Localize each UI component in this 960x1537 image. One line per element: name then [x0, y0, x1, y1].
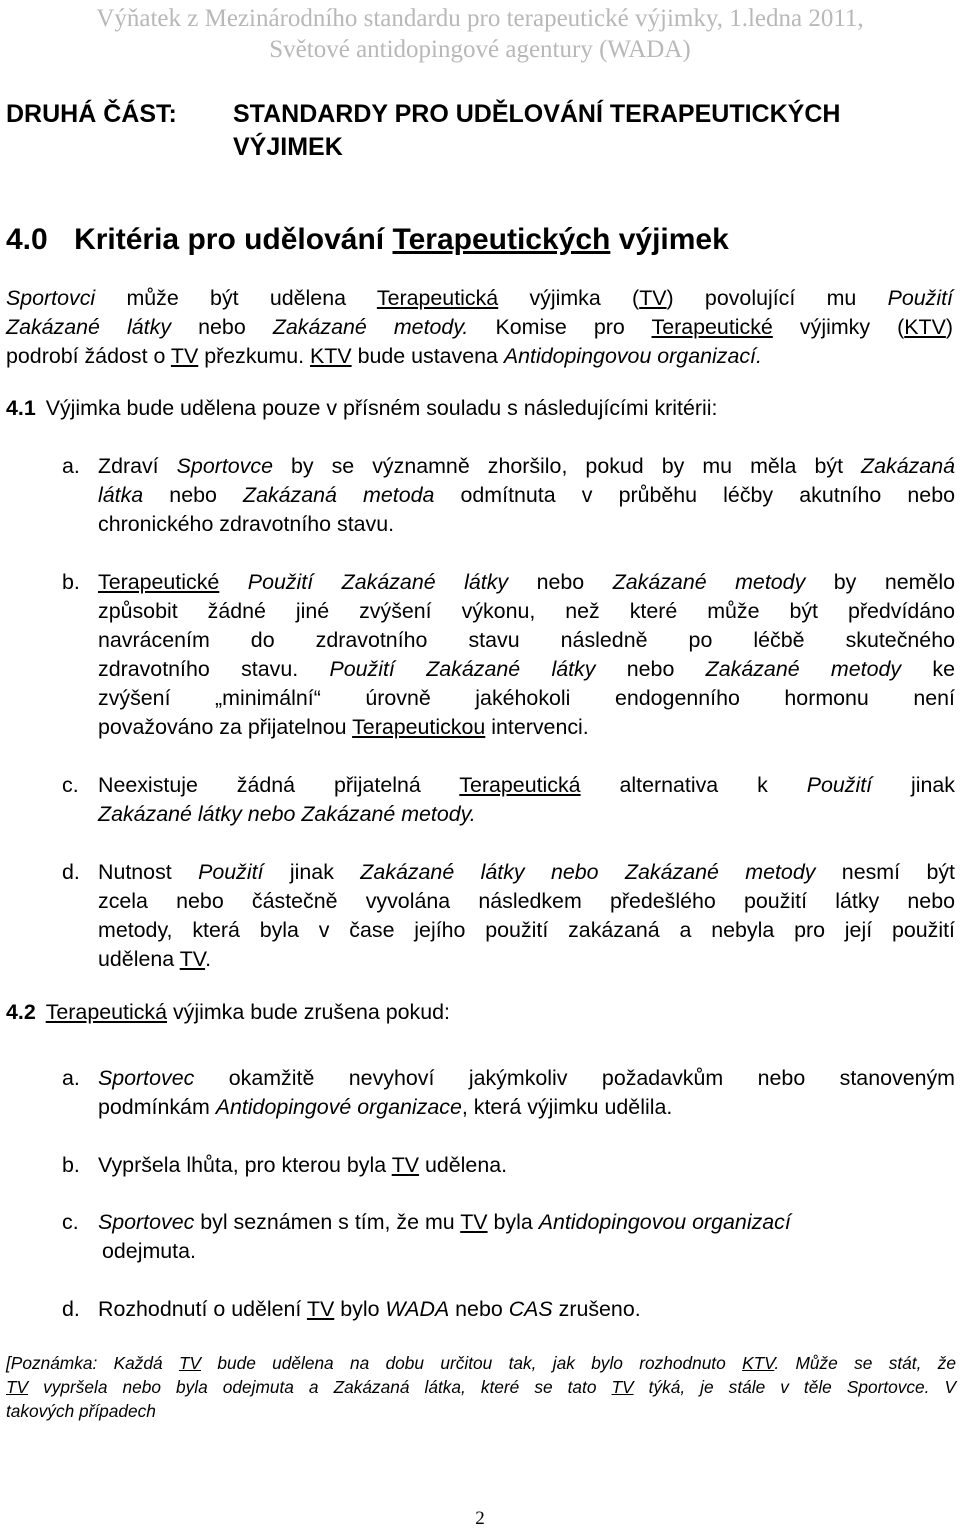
- criterion-d-line-3: [98, 916, 955, 945]
- text-run: přezkumu.: [198, 344, 311, 368]
- revoke-c-line-2: [102, 1237, 196, 1266]
- criterion-b-line-5: [98, 684, 955, 713]
- revoke-a-line-2: [98, 1093, 672, 1122]
- text-run: CAS: [508, 1297, 553, 1321]
- text-run: Zdraví: [98, 454, 177, 478]
- document-header-line-2: Světové antidopingové agentury (WADA): [269, 36, 691, 63]
- part-title-line-1: STANDARDY PRO UDĚLOVÁNÍ TERAPEUTICKÝCH: [233, 100, 841, 128]
- revoke-a-line-1: [98, 1064, 955, 1093]
- section-title-underlined: Terapeutických: [392, 223, 611, 256]
- text-run: podrobí žádost o: [6, 344, 171, 368]
- revoke-d-line-1: [98, 1295, 641, 1324]
- criterion-c-label: c.: [62, 773, 79, 797]
- text-run: Terapeutická: [459, 773, 581, 797]
- text-run: TV: [611, 1377, 634, 1397]
- text-run: výjimka (: [498, 286, 640, 310]
- text-run: považováno za přijatelnou: [98, 715, 353, 739]
- criterion-a-line-2: [98, 481, 955, 510]
- text-run: bylo: [334, 1297, 386, 1321]
- subsection-4-1-text: Výjimka bude udělena pouze v přísném souladu s následujícími kritérii:: [45, 396, 718, 420]
- text-run: Zakázané látky: [6, 315, 172, 339]
- text-run: Sportovec: [98, 1066, 195, 1090]
- revoke-b-line-1: [98, 1151, 507, 1180]
- criterion-a-line-3: [98, 510, 394, 539]
- text-run: podmínkám: [98, 1095, 216, 1119]
- text-run: udělena.: [419, 1153, 508, 1177]
- text-run: nebo: [508, 570, 613, 594]
- text-run: by se významně zhoršilo, pokud by mu měla být: [272, 454, 862, 478]
- page-number: 2: [475, 1508, 485, 1529]
- intro-line-2: [6, 313, 953, 342]
- text-run: bude udělena na dobu určitou tak, jak bylo rozhodnuto: [201, 1353, 743, 1373]
- text-run: zvýšení „minimální“ úrovně jakéhokoli endogenního hormonu není: [98, 686, 955, 710]
- revoke-b-label: b.: [62, 1153, 80, 1177]
- text-run: Zakázané metody: [705, 657, 902, 681]
- text-run: Zakázaná metoda: [243, 483, 435, 507]
- subsection-4-2-title-underlined: Terapeutická: [45, 1000, 167, 1024]
- criterion-d-line-2: [98, 887, 955, 916]
- text-run: odejmuta.: [102, 1239, 196, 1263]
- text-run: vypršela nebo byla odejmuta a Zakázaná látka, které se tato: [28, 1377, 612, 1397]
- criterion-a-line-1: [98, 452, 955, 481]
- criterion-b-line-1: [98, 568, 955, 597]
- text-run: Použití: [198, 860, 264, 884]
- text-run: nebo: [595, 657, 706, 681]
- text-run: TV: [306, 1297, 335, 1321]
- text-run: Antidopingovou organizací: [538, 1210, 791, 1234]
- text-run: [219, 570, 248, 594]
- text-run: byla: [487, 1210, 539, 1234]
- text-run: chronického zdravotního stavu.: [98, 512, 395, 536]
- text-run: TV: [460, 1210, 488, 1234]
- text-run: intervenci.: [485, 715, 589, 739]
- text-run: Terapeutické: [98, 570, 220, 594]
- text-run: TV: [6, 1377, 29, 1397]
- text-run: Použití: [806, 773, 873, 797]
- text-run: nebo: [449, 1297, 509, 1321]
- text-run: takových případech: [6, 1401, 156, 1421]
- criterion-b-line-2: [98, 597, 955, 626]
- criterion-c-line-1: [98, 771, 955, 800]
- text-run: TV: [639, 286, 667, 310]
- section-number: 4.0: [6, 223, 48, 256]
- text-run: nesmí být: [815, 860, 955, 884]
- note-line-3: [6, 1399, 156, 1423]
- text-run: [Poznámka: Každá: [6, 1353, 179, 1373]
- document-header-line-1: Výňatek z Mezinárodního standardu pro terapeutické výjimky, 1.ledna 2011,: [96, 5, 864, 32]
- subsection-4-1-number: 4.1: [6, 396, 36, 420]
- text-run: odmítnuta v průběhu léčby akutního nebo: [434, 483, 955, 507]
- revoke-a-label: a.: [62, 1066, 80, 1090]
- text-run: Zakázané látky nebo Zakázané metody: [360, 860, 816, 884]
- text-run: zdravotního stavu.: [98, 657, 330, 681]
- part-title-line-2: VÝJIMEK: [233, 133, 343, 161]
- subsection-4-2-title-post: výjimka bude zrušena pokud:: [167, 1000, 450, 1024]
- text-run: jinak: [263, 860, 361, 884]
- text-run: výjimky (: [772, 315, 905, 339]
- text-run: Terapeutická: [376, 286, 499, 310]
- text-run: Zakázané látky nebo Zakázané metody.: [98, 802, 476, 826]
- intro-line-1: [6, 284, 953, 313]
- text-run: Použití Zakázané látky: [329, 657, 596, 681]
- text-run: KTV: [310, 344, 352, 368]
- revoke-c-line-1: [98, 1208, 791, 1237]
- text-run: Terapeutickou: [352, 715, 486, 739]
- text-run: bude ustavena: [351, 344, 504, 368]
- text-run: TV: [178, 1353, 202, 1373]
- text-run: .: [205, 947, 212, 971]
- intro-line-3: [6, 342, 762, 371]
- text-run: navrácením do zdravotního stavu následně po léčbě skutečného: [98, 628, 955, 652]
- text-run: Terapeutické: [651, 315, 773, 339]
- text-run: KTV: [742, 1353, 775, 1373]
- text-run: metody, která byla v čase jejího použití zakázaná a nebyla pro její použití: [98, 918, 955, 942]
- text-run: Zakázaná: [861, 454, 955, 478]
- text-run: udělena: [98, 947, 180, 971]
- text-run: Použití: [887, 286, 953, 310]
- note-line-1: [6, 1351, 956, 1375]
- text-run: Zakázané metody.: [272, 315, 469, 339]
- text-run: Sportovci: [6, 286, 96, 310]
- criterion-c-line-2: [98, 800, 476, 829]
- text-run: Zakázané metody: [612, 570, 806, 594]
- note-line-2: [6, 1375, 956, 1399]
- text-run: TV: [170, 344, 199, 368]
- criterion-b-line-3: [98, 626, 955, 655]
- criterion-b-line-4: [98, 655, 955, 684]
- text-run: Nutnost: [98, 860, 199, 884]
- text-run: Sportovec: [98, 1210, 195, 1234]
- text-run: by nemělo: [805, 570, 955, 594]
- section-title-post: výjimek: [618, 223, 729, 256]
- criterion-a-label: a.: [62, 454, 80, 478]
- criterion-d-label: d.: [62, 860, 80, 884]
- text-run: nebo: [143, 483, 243, 507]
- text-run: Antidopingovou organizací.: [503, 344, 762, 368]
- criterion-b-line-6: [98, 713, 589, 742]
- text-run: zrušeno.: [552, 1297, 641, 1321]
- text-run: Vypršela lhůta, pro kterou byla: [98, 1153, 392, 1177]
- text-run: Neexistuje žádná přijatelná: [98, 773, 460, 797]
- text-run: , která výjimku udělila.: [461, 1095, 673, 1119]
- subsection-4-1: [6, 394, 717, 423]
- text-run: jinak: [872, 773, 956, 797]
- text-run: WADA: [385, 1297, 450, 1321]
- text-run: ): [945, 315, 953, 339]
- text-run: . Může se stát, že: [774, 1353, 956, 1373]
- text-run: ) povolující mu: [666, 286, 888, 310]
- text-run: TV: [179, 947, 206, 971]
- text-run: látka: [98, 483, 144, 507]
- text-run: Antidopingové organizace: [215, 1095, 462, 1119]
- text-run: okamžitě nevyhoví jakýmkoliv požadavkům nebo stanoveným: [194, 1066, 955, 1090]
- revoke-d-label: d.: [62, 1297, 80, 1321]
- text-run: zcela nebo částečně vyvolána následkem předešlého použití látky nebo: [98, 889, 955, 913]
- criterion-b-label: b.: [62, 570, 80, 594]
- text-run: KTV: [904, 315, 946, 339]
- text-run: způsobit žádné jiné zvýšení výkonu, než které může být předvídáno: [98, 599, 955, 623]
- text-run: Rozhodnutí o udělení: [98, 1297, 307, 1321]
- text-run: může být udělena: [95, 286, 377, 310]
- section-title-pre: Kritéria pro udělování: [74, 223, 385, 256]
- text-run: Použití Zakázané látky: [247, 570, 509, 594]
- revoke-c-label: c.: [62, 1210, 79, 1234]
- section-heading: [6, 222, 729, 258]
- part-label: DRUHÁ ČÁST:: [6, 100, 177, 128]
- text-run: Sportovce: [176, 454, 273, 478]
- subsection-4-2: [6, 998, 450, 1027]
- criterion-d-line-4: [98, 945, 211, 974]
- criterion-d-line-1: [98, 858, 955, 887]
- text-run: byl seznámen s tím, že mu: [194, 1210, 461, 1234]
- text-run: Komise pro: [468, 315, 652, 339]
- text-run: TV: [391, 1153, 420, 1177]
- text-run: nebo: [171, 315, 273, 339]
- text-run: ke: [901, 657, 955, 681]
- subsection-4-2-number: 4.2: [6, 1000, 36, 1024]
- text-run: alternativa k: [580, 773, 807, 797]
- text-run: týká, je stále v těle Sportovce. V: [633, 1377, 957, 1397]
